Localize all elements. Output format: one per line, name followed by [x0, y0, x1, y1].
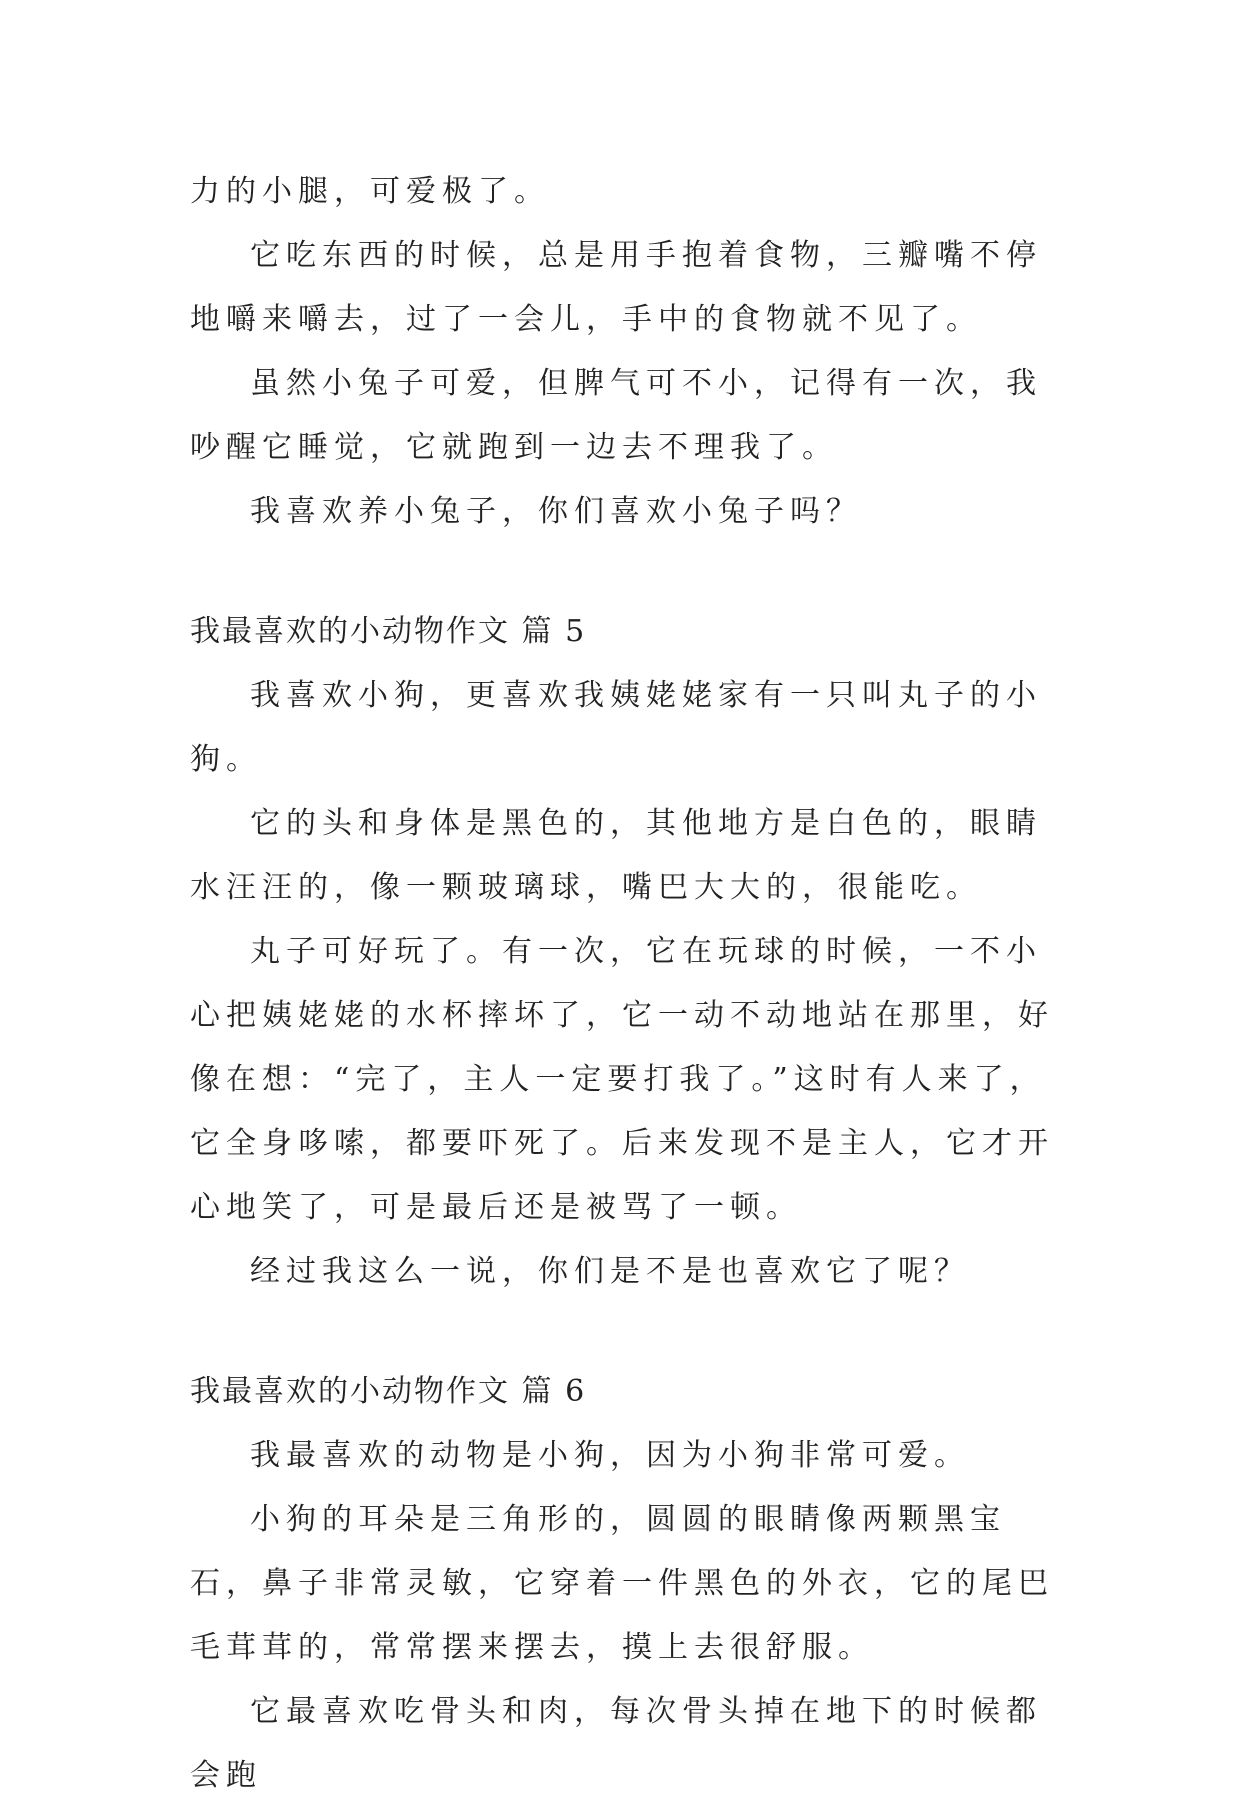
- paragraph: 丸子可好玩了。有一次，它在玩球的时候，一不小心把姨姥姥的水杯摔坏了，它一动不动地站在那里，好像在想：“完了，主人一定要打我了。”这时有人来了，它全身哆嗦，都要吓死了。后来发现不是主人，它才开心地笑了，可是最后还是被骂了一顿。: [190, 934, 1054, 1225]
- essay-section-5: [190, 600, 1070, 1304]
- continued-essay: [190, 160, 1070, 544]
- section-spacer: [190, 1304, 1070, 1360]
- paragraph: 它的头和身体是黑色的，其他地方是白色的，眼睛水汪汪的，像一颗玻璃球，嘴巴大大的，很能吃。: [190, 806, 1042, 905]
- paragraph: 我喜欢养小兔子，你们喜欢小兔子吗？: [250, 494, 862, 529]
- section-heading: 我最喜欢的小动物作文 篇 5: [190, 614, 587, 649]
- paragraph: 力的小腿，可爱极了。: [190, 174, 550, 209]
- paragraph: 它吃东西的时候，总是用手抱着食物，三瓣嘴不停地嚼来嚼去，过了一会儿，手中的食物就不见了。: [190, 238, 1042, 337]
- essay-section-6: [190, 1360, 1070, 1808]
- paragraph: 经过我这么一说，你们是不是也喜欢它了呢？: [250, 1254, 970, 1289]
- paragraph: 虽然小兔子可爱，但脾气可不小，记得有一次，我吵醒它睡觉，它就跑到一边去不理我了。: [190, 366, 1042, 465]
- paragraph: 我喜欢小狗，更喜欢我姨姥姥家有一只叫丸子的小狗。: [190, 678, 1042, 777]
- paragraph: 我最喜欢的动物是小狗，因为小狗非常可爱。: [250, 1438, 970, 1473]
- section-spacer: [190, 544, 1070, 600]
- section-heading: 我最喜欢的小动物作文 篇 6: [190, 1374, 587, 1409]
- paragraph: 小狗的耳朵是三角形的，圆圆的眼睛像两颗黑宝石，鼻子非常灵敏，它穿着一件黑色的外衣，它的尾巴毛茸茸的，常常摆来摆去，摸上去很舒服。: [190, 1502, 1054, 1665]
- paragraph: 它最喜欢吃骨头和肉，每次骨头掉在地下的时候都会跑: [190, 1694, 1042, 1793]
- document-body: [190, 160, 1070, 1808]
